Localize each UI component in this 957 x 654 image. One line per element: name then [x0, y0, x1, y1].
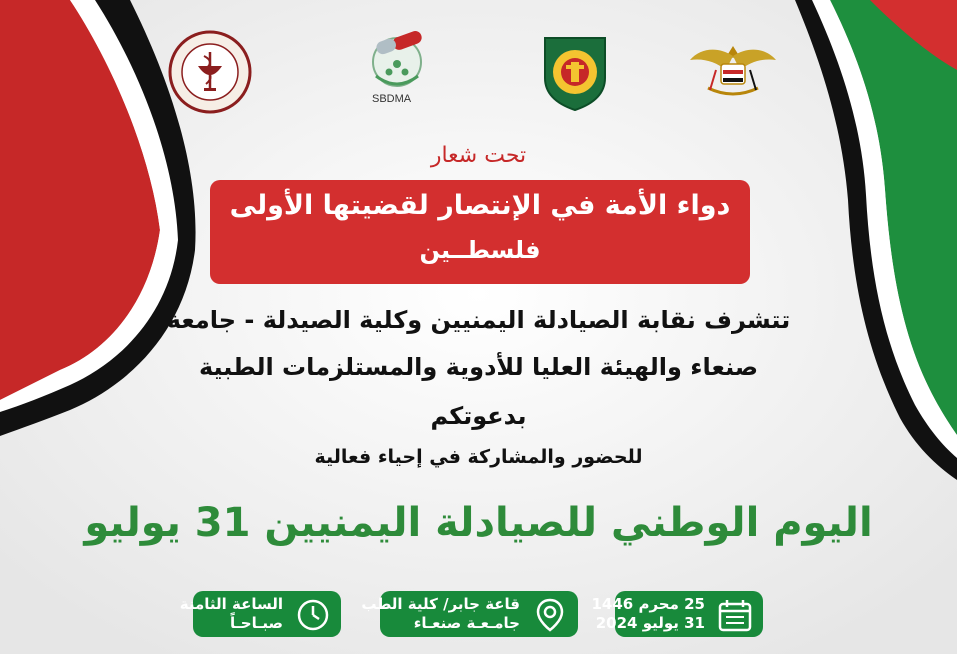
location-pill: [361, 591, 578, 637]
time-text: [180, 595, 283, 633]
slogan-banner: [210, 180, 750, 284]
event-title: اليوم الوطني للصيادلة اليمنيين 31 يوليو: [84, 500, 873, 546]
yemen-eagle-emblem-icon: [688, 40, 778, 102]
sbdma-label: SBDMA: [372, 93, 412, 105]
pharmacy-shield-icon: [540, 32, 610, 112]
time-period: صبـاحـاً: [230, 614, 283, 632]
location-text: [361, 595, 520, 633]
date-pill: [591, 591, 763, 637]
capsule-icon: [362, 26, 432, 90]
date-gregorian: 31 يوليو 2024: [595, 614, 705, 632]
location-hall: قاعة جابر/ كلية الطب: [361, 595, 520, 613]
slogan-text: دواء الأمة في الإنتصار لقضيتها الأولى: [229, 190, 731, 221]
host-line-3: بدعوتكم: [430, 402, 527, 430]
time-hour: الساعة الثامنة: [179, 595, 283, 613]
time-pill: [179, 591, 341, 637]
calendar-icon: [717, 597, 753, 633]
host-line-2: صنعاء والهيئة العليا للأدوية والمستلزمات الطبية: [198, 353, 759, 381]
clock-icon: [295, 597, 331, 633]
invite-text: للحضور والمشاركة في إحياء فعالية: [314, 446, 643, 468]
location-pin-icon: [532, 597, 568, 633]
slogan-palestine: فلسطــين: [419, 236, 541, 264]
caduceus-bowl-icon: [168, 30, 252, 114]
logos-row: [0, 0, 957, 120]
host-line-1: تتشرف نقابة الصيادلة اليمنيين وكلية الصيدلة - جامعة: [166, 306, 791, 334]
date-text: [592, 595, 706, 633]
date-hijri: 25 محرم 1446: [591, 595, 705, 613]
location-university: جامـعـة صنعـاء: [413, 614, 520, 632]
slogan-intro: تحت شعار: [430, 143, 527, 168]
